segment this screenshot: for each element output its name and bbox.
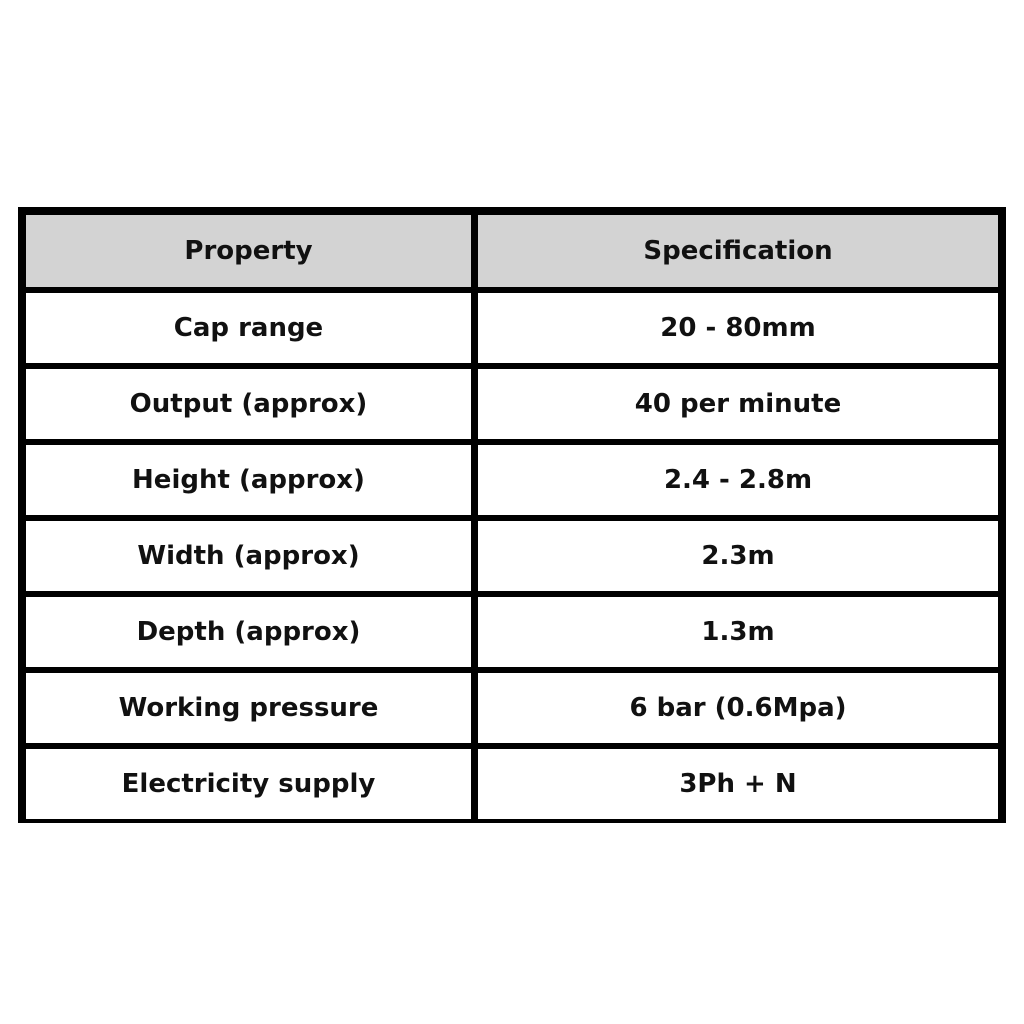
header-specification: Specification [478,215,998,287]
table-row [26,445,998,515]
table-row [26,293,998,363]
specification-cell: 6 bar (0.6Mpa) [478,673,998,743]
property-cell: Electricity supply [26,749,471,819]
specification-cell: 2.4 - 2.8m [478,445,998,515]
table-header-row [26,215,998,287]
spec-table [19,209,1005,825]
property-cell: Width (approx) [26,521,471,591]
specification-cell: 40 per minute [478,369,998,439]
table-row [26,369,998,439]
specification-cell: 3Ph + N [478,749,998,819]
table-row [26,749,998,819]
table-row [26,673,998,743]
property-cell: Working pressure [26,673,471,743]
table-row [26,521,998,591]
specification-cell: 2.3m [478,521,998,591]
header-property: Property [26,215,471,287]
property-cell: Output (approx) [26,369,471,439]
spec-table-frame [18,207,1006,823]
table-row [26,597,998,667]
property-cell: Height (approx) [26,445,471,515]
property-cell: Depth (approx) [26,597,471,667]
specification-cell: 1.3m [478,597,998,667]
property-cell: Cap range [26,293,471,363]
specification-cell: 20 - 80mm [478,293,998,363]
